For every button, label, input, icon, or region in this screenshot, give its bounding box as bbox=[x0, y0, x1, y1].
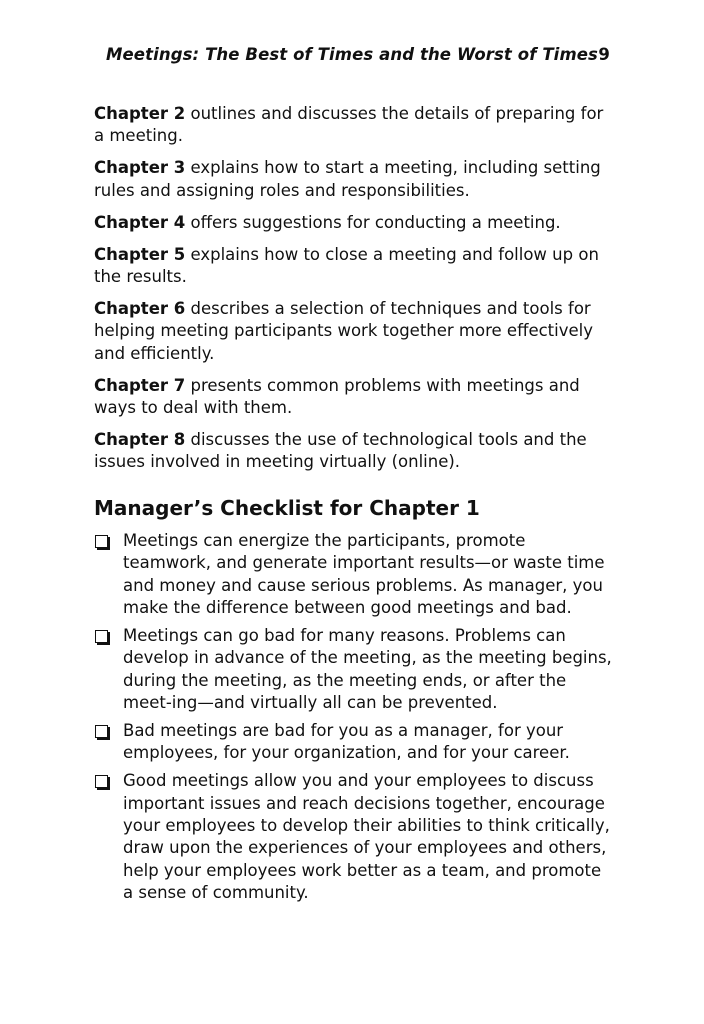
chapter-summary-3 bbox=[94, 157, 614, 202]
running-head bbox=[106, 45, 610, 64]
chapter-description: discusses the use of technological tools and the issues involved in meeting virtually (online). bbox=[94, 429, 587, 472]
chapter-label: Chapter 6 bbox=[94, 298, 186, 318]
checkbox-icon bbox=[95, 775, 108, 788]
chapter-description: explains how to start a meeting, including setting rules and assigning roles and responsibilities. bbox=[94, 158, 601, 200]
chapter-label: Chapter 2 bbox=[94, 104, 186, 123]
checklist-item-text: Meetings can energize the participants, promote teamwork, and generate important results—or waste time and money and cause serious problems. As manager, you make the difference between good meetings and bad. bbox=[123, 530, 605, 617]
checklist-item bbox=[94, 625, 614, 715]
checkbox-icon bbox=[95, 630, 108, 643]
page-body bbox=[94, 103, 614, 910]
chapter-description: presents common problems with meetings and ways to deal with them. bbox=[94, 375, 580, 417]
checklist-item bbox=[94, 770, 614, 904]
checklist-heading: Manager’s Checklist for Chapter 1 bbox=[94, 495, 480, 520]
running-head-title: Meetings: The Best of Times and the Worst of Times bbox=[106, 45, 598, 64]
chapter-description: outlines and discusses the details of preparing for a meeting. bbox=[94, 104, 604, 146]
chapter-label: Chapter 4 bbox=[94, 212, 186, 232]
chapter-summary-5 bbox=[94, 244, 614, 289]
manager-checklist bbox=[94, 530, 614, 905]
chapter-label: Chapter 7 bbox=[94, 375, 186, 395]
chapter-label: Chapter 5 bbox=[94, 244, 186, 264]
checkbox-icon bbox=[95, 535, 108, 548]
chapter-description: describes a selection of techniques and tools for helping meeting participants work together more effectively and efficiently. bbox=[94, 298, 593, 363]
checklist-item bbox=[94, 720, 614, 765]
chapter-description: explains how to close a meeting and follow up on the results. bbox=[94, 244, 599, 286]
checklist-item bbox=[94, 530, 614, 620]
chapter-summary-8 bbox=[94, 429, 614, 474]
checkbox-icon bbox=[95, 725, 108, 738]
chapter-summary-2 bbox=[94, 103, 614, 148]
page-number: 9 bbox=[598, 45, 610, 64]
chapter-description: offers suggestions for conducting a meeting. bbox=[185, 212, 561, 232]
checklist-item-text: Meetings can go bad for many reasons. Problems can develop in advance of the meeting, as the meeting begins, during the meeting, as the meeting ends, or after the meet-ing—and virtually all can be prevented. bbox=[123, 625, 612, 713]
chapter-summary-4 bbox=[94, 212, 614, 234]
chapter-label: Chapter 3 bbox=[94, 158, 186, 178]
checklist-item-text: Bad meetings are bad for you as a manager, for your employees, for your organization, and for your career. bbox=[123, 720, 570, 763]
chapter-label: Chapter 8 bbox=[94, 429, 186, 449]
checklist-item-text: Good meetings allow you and your employees to discuss important issues and reach decisions together, encourage your employees to develop their abilities to think critically, draw upon the experiences of your employees and others, help your employees work better as a team, and promote a sense of community. bbox=[123, 771, 610, 903]
chapter-summary-7 bbox=[94, 375, 614, 420]
chapter-summary-6 bbox=[94, 298, 614, 365]
